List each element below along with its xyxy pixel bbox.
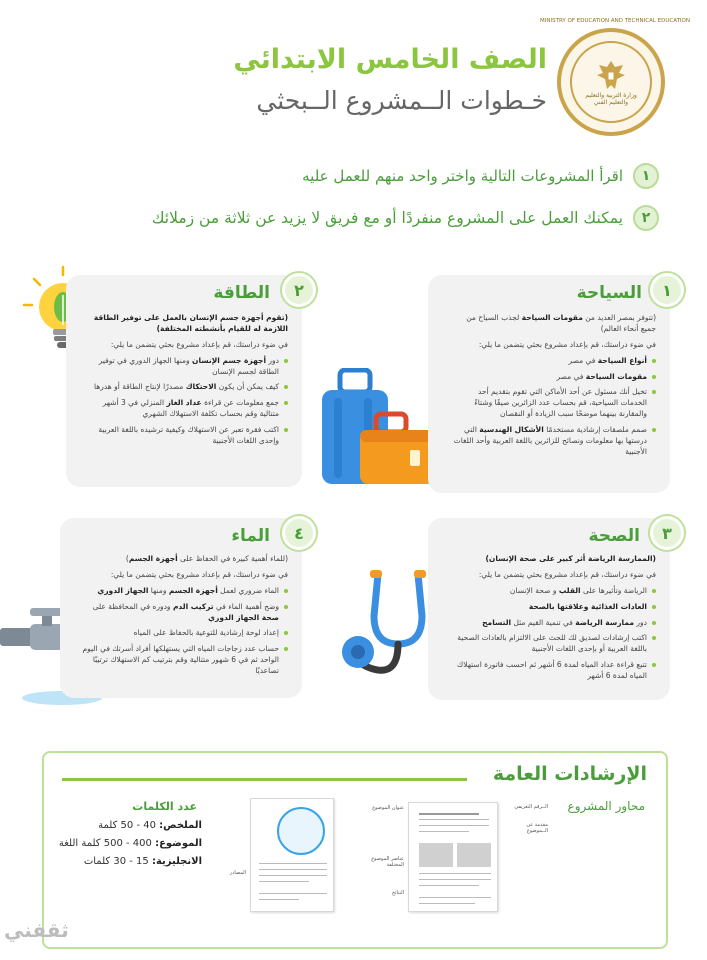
luggage-icon: [318, 368, 440, 488]
label-intro-number: الــرقم التعريفي: [514, 804, 548, 810]
water-number: ٤: [282, 516, 316, 550]
watermark-logo: ثقفني: [4, 918, 69, 942]
health-body: [450, 554, 656, 687]
step-2-text: يمكنك العمل على المشروع منفردًا أو مع فريق لا يزيد عن ثلاثة من زملائك: [151, 209, 623, 227]
logo-arabic-text: وزارة التربية والتعليم والتعليم الفني: [585, 92, 637, 106]
health-intro: (الممارسة الرياضة أثر كبير على صحة الإنسان): [485, 554, 656, 563]
step-1-number: ١: [633, 163, 659, 189]
water-bullet-2: وضح أهمية الماء في تركيب الدم ودوره في المحافظة على صحة الجهاز الدوري: [82, 602, 288, 624]
health-lead: في ضوء دراستك، قم بإعداد مشروع بحثي يتضمن ما يلي:: [478, 569, 656, 579]
health-bullet-4: اكتب إرشادات لصديق لك للحث على الالتزام بالعادات الصحية باللغة العربية أو بإحدى اللغات الأجنبية: [450, 633, 656, 655]
energy-bullet-3: جمع معلومات عن قراءة عداد الغاز المنزلي في 3 أشهر متتالية وقم بحساب تكلفة الاستهلاك الشهري: [88, 398, 288, 420]
energy-card: [66, 275, 302, 487]
water-bullet-1: الماء ضروري لعمل أجهزة الجسم ومنها الجهاز الدوري: [82, 586, 288, 597]
energy-bullet-4: اكتب فقرة تعبر عن الاستهلاك وكيفية ترشيده باللغة العربية وإحدى اللغات الأجنبية: [88, 425, 288, 447]
general-guidelines-divider: [62, 778, 467, 781]
step-1-text: اقرأ المشروعات التالية واختر واحد منهم للعمل عليه: [302, 167, 623, 185]
label-sources: المصادر: [229, 870, 246, 876]
energy-bullet-2: كيف يمكن أن يكون الاحتكاك مصدرًا لإنتاج الطاقة أو هدرها: [88, 382, 288, 393]
health-bullet-3: دور ممارسة الرياضة في تنمية القيم مثل التسامح: [450, 618, 656, 629]
health-bullet-2: العادات الغذائية وعلاقتها بالصحة: [450, 602, 656, 613]
tourism-number: ١: [650, 273, 684, 307]
tourism-bullet-4: صمم ملصقات إرشادية مستخدمًا الأشكال الهندسية التي درستها بها معلومات ونصائح للزائرين باللغة العربية وأحد اللغات الأجنبية: [450, 425, 656, 458]
step-2-number: ٢: [633, 205, 659, 231]
water-card: [60, 518, 302, 698]
sample-document-sources: [250, 798, 334, 912]
water-bullet-4: حساب عدد زجاجات المياه التي يستهلكها أفراد أسرتك في اليوم الواحد ثم في 6 شهور متتالية وقم بترتيب كم الاستهلاك ترتيبًا تصاعديًا: [82, 644, 288, 677]
word-count-english: الانجليزية: 15 - 30 كلمات: [83, 856, 202, 867]
tourism-title: السياحة: [576, 283, 642, 303]
water-intro: (للماء أهمية كبيرة في الحفاظ على أجهزة الجسم): [125, 554, 288, 563]
step-2: [152, 205, 659, 231]
health-bullet-5: تتبع قراءة عداد المياه لمدة 6 أشهر ثم احسب فاتورة استهلاك المياه لمدة 6 أشهر: [450, 660, 656, 682]
step-1: [302, 163, 659, 189]
health-title: الصحة: [588, 526, 640, 546]
general-guidelines-title: الإرشادات العامة: [492, 763, 647, 785]
label-topic-elements: عناصر الموضوع المختلفة: [371, 856, 404, 868]
word-count-summary: الملخص: 40 - 50 كلمة: [98, 820, 202, 831]
tourism-bullet-2: مقومات السياحة في مصر: [450, 372, 656, 383]
tourism-bullet-3: تخيل أنك مسئول عن أحد الأماكن التي تقوم بتقديم أحد الخدمات السياحية، قم بحساب عدد الزائرين صيفًا وشتاءً والمقارنة بينهما موضحًا سبب الزيادة أو النقصان: [450, 387, 656, 420]
energy-title: الطاقة: [213, 283, 270, 303]
label-topic-intro: مقدمة عن الــموضوع: [526, 822, 548, 834]
health-card: [428, 518, 670, 700]
tourism-body: [450, 313, 656, 463]
word-count-title: عدد الكلمات: [132, 800, 197, 813]
label-topic-title: عنوان الموضوع: [372, 805, 404, 811]
page-subtitle: خـطوات الــمشروع الــبحثي: [256, 86, 547, 115]
health-bullet-1: الرياضة وتأثيرها على القلب و صحة الإنسان: [450, 586, 656, 597]
energy-bullet-1: دور أجهزة جسم الإنسان ومنها الجهاز الدوري في توفير الطاقة لجسم الإنسان: [88, 356, 288, 378]
tourism-intro: (تتوفر بمصر العديد من مقومات السياحة لجذب السياح من جميع أنحاء العالم): [466, 313, 656, 333]
word-count-topic: الموضوع: 400 - 500 كلمة اللغة: [58, 838, 202, 849]
tourism-bullet-1: أنواع السياحة في مصر: [450, 356, 656, 367]
energy-intro: (تقوم أجهزة جسم الإنسان بالعمل على توفير الطاقة اللازمة له للقيام بأنشطته المختلفة): [93, 313, 288, 333]
tourism-card: [428, 275, 670, 493]
energy-number: ٢: [282, 273, 316, 307]
energy-lead: في ضوء دراستك، قم بإعداد مشروع بحثي يتضمن ما يلي:: [110, 339, 288, 349]
ministry-logo: [539, 18, 691, 136]
logo-english-text: MINISTRY OF EDUCATION AND TECHNICAL EDUCATION: [539, 18, 691, 24]
water-bullet-3: إعداد لوحة إرشادية للتوعية بالحفاظ على المياه: [82, 628, 288, 639]
sample-document-structure: [408, 802, 498, 912]
logo-ring-icon: [567, 38, 655, 126]
energy-body: [88, 313, 288, 452]
water-lead: في ضوء دراستك، قم بإعداد مشروع بحثي يتضمن ما يلي:: [110, 569, 288, 579]
label-results: النتائج: [391, 890, 404, 896]
water-body: [82, 554, 288, 682]
project-axes-title: محاور المشروع: [567, 799, 645, 813]
water-title: الماء: [231, 526, 270, 546]
page-title: الصف الخامس الابتدائي: [233, 44, 547, 75]
tourism-lead: في ضوء دراستك، قم بإعداد مشروع بحثي يتضمن ما يلي:: [478, 339, 656, 349]
health-number: ٣: [650, 516, 684, 550]
